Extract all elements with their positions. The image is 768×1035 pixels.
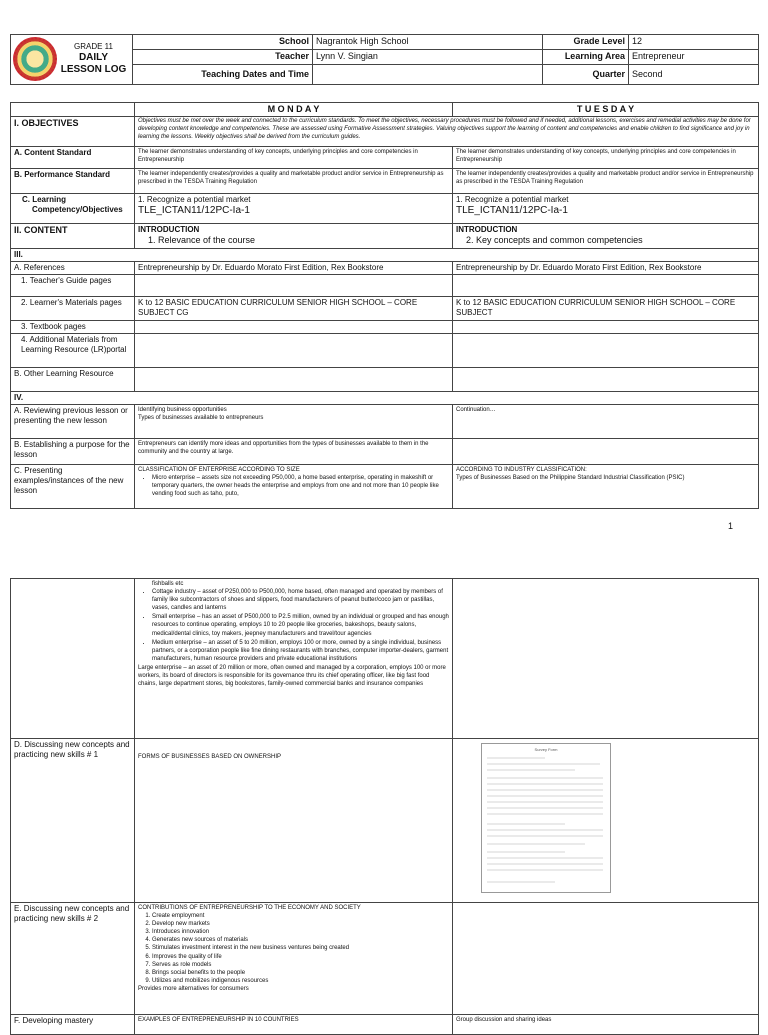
section-iii: III. — [11, 248, 759, 261]
discussing2-label: E. Discussing new concepts and practicing new skills # 2 — [11, 903, 135, 1015]
purpose-mon: Entrepreneurs can identify more ideas and opportunities from the types of businesses available to them in the community and the country at large. — [135, 438, 453, 464]
medium-enterprise-item: • Medium enterprise – an asset of 5 to 20 million, employs 100 or more, owned by a single individual, business partners, or a corporation people like fine dining restaurants with branches, computer importer-dealers, garment manufacturers, human resource providers and private educational institutions — [152, 639, 449, 663]
presenting-mon — [135, 464, 453, 508]
presenting-tue-line2: Types of Businesses Based on the Philippine Standard Industrial Classification (PSIC) — [456, 474, 685, 481]
contribution-item: 9. Utilizes and mobilizes indigenous resources — [152, 977, 449, 985]
competency-label — [11, 194, 135, 224]
presenting-mon-title: CLASSIFICATION OF ENTERPRISE ACCORDING TO SIZE — [138, 466, 300, 473]
header-block — [10, 34, 759, 85]
lm-pages-label: 2. Learner's Materials pages — [11, 296, 135, 320]
competency-mon — [135, 194, 453, 224]
lm-pages-tue: K to 12 BASIC EDUCATION CURRICULUM SENIOR HIGH SCHOOL – CORE SUBJECT — [453, 296, 759, 320]
lesson-table-page1 — [10, 102, 759, 509]
references-mon: Entrepreneurship by Dr. Eduardo Morato First Edition, Rex Bookstore — [135, 261, 453, 274]
contribution-item: 2. Develop new markets — [152, 920, 449, 928]
content-tue-title: INTRODUCTION — [456, 225, 518, 235]
reviewing-mon — [135, 404, 453, 438]
tg-pages-label: 1. Teacher's Guide pages — [11, 274, 135, 296]
contribution-item: 7. Serves as role models — [152, 961, 449, 969]
purpose-label: B. Establishing a purpose for the lesson — [11, 438, 135, 464]
content-mon-title: INTRODUCTION — [138, 225, 200, 235]
textbook-pages-label: 3. Textbook pages — [11, 320, 135, 333]
other-lr-mon — [135, 367, 453, 391]
quarter-value: Second — [629, 65, 759, 85]
lr-portal-mon — [135, 333, 453, 367]
contribution-item: 4. Generates new sources of materials — [152, 936, 449, 944]
competency-label-line1: C. Learning — [22, 195, 67, 205]
competency-tue-code: TLE_ICTAN11/12PC-Ia-1 — [456, 205, 568, 217]
tg-pages-tue — [453, 274, 759, 296]
competency-label-line2: Competency/Objectives — [32, 205, 123, 215]
content-mon-sub: 1. Relevance of the course — [148, 235, 256, 246]
mastery-tue: Group discussion and sharing ideas — [453, 1015, 759, 1035]
school-value: Nagrantok High School — [313, 35, 543, 50]
content-tue — [453, 224, 759, 248]
content-label: II. CONTENT — [11, 224, 135, 248]
continuation-line1: fishballs etc — [152, 581, 184, 587]
other-lr-label: B. Other Learning Resource — [11, 367, 135, 391]
competency-tue — [453, 194, 759, 224]
presenting-tue — [453, 464, 759, 508]
section-iv: IV. — [11, 391, 759, 404]
tuesday-header: T U E S D A Y — [453, 103, 759, 117]
contribution-last: Provides more alternatives for consumers — [138, 985, 249, 992]
school-logo-cell — [11, 35, 133, 85]
discussing1-tue — [453, 739, 759, 903]
mastery-label: F. Developing mastery — [11, 1015, 135, 1035]
other-lr-tue — [453, 367, 759, 391]
quarter-label: Quarter — [543, 65, 629, 85]
reviewing-tue: Continuation… — [453, 404, 759, 438]
contribution-item: 3. Introduces innovation — [152, 928, 449, 936]
continuation-label — [11, 579, 135, 739]
references-label: A. References — [11, 261, 135, 274]
daily-title: DAILY — [78, 51, 109, 63]
teacher-label: Teacher — [133, 50, 313, 65]
reviewing-label: A. Reviewing previous lesson or presenting the new lesson — [11, 404, 135, 438]
performance-standard-mon: The learner independently creates/provides a quality and marketable product and/or service in Entrepreneurship as prescribed in the TESDA Training Regulation — [135, 169, 453, 194]
content-tue-sub: 2. Key concepts and common competencies — [466, 235, 643, 246]
page-number: 1 — [728, 521, 734, 531]
performance-standard-tue: The learner independently creates/provides a quality and marketable product and/or service in Entrepreneurship as prescribed in the TESDA Training Regulation — [453, 169, 759, 194]
objectives-text: Objectives must be met over the week and connected to the curriculum standards. To meet the objectives, necessary procedures must be followed and if needed, additional lessons, exercises and remedial activities may be done for developing content knowledge and competencies. These are assessed using Formative Assessment strategies. Valuing objectives support the learning of content and competencies and enable children to find significance and joy in learning the lessons. Weekly objectives shall be derived from the curriculum guides. — [135, 117, 759, 147]
competency-tue-line1: 1. Recognize a potential market — [456, 195, 569, 205]
deped-seal-icon — [13, 37, 57, 81]
textbook-pages-tue — [453, 320, 759, 333]
tg-pages-mon — [135, 274, 453, 296]
lesson-table-page2 — [10, 578, 759, 1035]
small-enterprise-item: • Small enterprise – has an asset of P500,000 to P2.5 million, owned by an individual or grouped and has enough resources to continue operating, employs 10 to 20 people like groceries, bakeshops, beauty salons, medical/dental clinics, toy makers, jeepney manufacturers and travel/tour agencies — [152, 613, 449, 637]
contribution-item: 1. Create employment — [152, 912, 449, 920]
continuation-tue — [453, 579, 759, 739]
reviewing-mon-line2: Types of businesses available to entrepreneurs — [138, 414, 264, 421]
competency-mon-line1: 1. Recognize a potential market — [138, 195, 251, 205]
discussing1-mon: FORMS OF BUSINESSES BASED ON OWNERSHIP — [135, 739, 453, 903]
performance-standard-label: B. Performance Standard — [11, 169, 135, 194]
school-label: School — [133, 35, 313, 50]
presenting-tue-line1: ACCORDING TO INDUSTRY CLASSIFICATION: — [456, 466, 587, 473]
learning-area-value: Entrepreneur — [629, 50, 759, 65]
monday-header: M O N D A Y — [135, 103, 453, 117]
content-standard-label: A. Content Standard — [11, 147, 135, 169]
objectives-label: I. OBJECTIVES — [11, 117, 135, 147]
competency-mon-code: TLE_ICTAN11/12PC-Ia-1 — [138, 205, 250, 217]
contribution-item: 5. Stimulates investment interest in the new business ventures being created — [152, 944, 449, 952]
lm-pages-mon: K to 12 BASIC EDUCATION CURRICULUM SENIOR HIGH SCHOOL – CORE SUBJECT CG — [135, 296, 453, 320]
dates-value — [313, 65, 543, 85]
teacher-value: Lynn V. Singian — [313, 50, 543, 65]
lr-portal-label: 4. Additional Materials from Learning Resource (LR)portal — [11, 333, 135, 367]
survey-form-lines — [485, 752, 607, 890]
large-enterprise-text: Large enterprise – an asset of 20 million or more, often owned and managed by a corporation, employs 100 or more workers, its board of directors is responsible for its governance thru its chief operating officer, like big fast food chains, large department stores, big bookstores, family-owned commercial banks and insurance companies — [138, 664, 446, 688]
content-standard-tue: The learner demonstrates understanding of key concepts, underlying principles and core competencies in Entrepreneurship — [453, 147, 759, 169]
lesson-log-title: LESSON LOG — [60, 64, 127, 75]
learning-area-label: Learning Area — [543, 50, 629, 65]
discussing2-tue — [453, 903, 759, 1015]
discussing1-label: D. Discussing new concepts and practicing new skills # 1 — [11, 739, 135, 903]
continuation-mon — [135, 579, 453, 739]
reviewing-mon-line1: Identifying business opportunities — [138, 406, 227, 413]
grade-level-value: 12 — [629, 35, 759, 50]
presenting-label: C. Presenting examples/instances of the new lesson — [11, 464, 135, 508]
mastery-mon: EXAMPLES OF ENTREPRENEURSHIP IN 10 COUNTRIES — [135, 1015, 453, 1035]
grade-level-label: Grade Level — [543, 35, 629, 50]
content-mon — [135, 224, 453, 248]
blank-corner — [11, 103, 135, 117]
micro-enterprise-item: • Micro enterprise – assets size not exceeding P50,000, a home based enterprise, operating in makeshift or temporary quarters, the owner heads the enterprise and employs from one and not more than 10 people like vending food such as taho, puto, — [152, 474, 449, 498]
content-standard-mon: The learner demonstrates understanding of key concepts, underlying principles and core competencies in Entrepreneurship — [135, 147, 453, 169]
references-tue: Entrepreneurship by Dr. Eduardo Morato First Edition, Rex Bookstore — [453, 261, 759, 274]
dates-label: Teaching Dates and Time — [133, 65, 313, 85]
cottage-industry-item: • Cottage industry – asset of P250,000 to P500,000, home based, often managed and operated by members of family like subcontractors of shoes and slippers, food manufacturers of peanut butter/coco jam or pastillas, vases, candles and lanterns — [152, 588, 449, 612]
purpose-tue — [453, 438, 759, 464]
discussing2-mon — [135, 903, 453, 1015]
lr-portal-tue — [453, 333, 759, 367]
contribution-item: 6. Improves the quality of life — [152, 953, 449, 961]
textbook-pages-mon — [135, 320, 453, 333]
discussing2-title: CONTRIBUTIONS OF ENTREPRENEURSHIP TO THE ECONOMY AND SOCIETY — [138, 905, 361, 911]
grade-label: GRADE 11 — [74, 41, 113, 51]
survey-form-image — [481, 743, 611, 893]
survey-form-title: Survey Form — [534, 747, 558, 752]
contribution-item: 8. Brings social benefits to the people — [152, 969, 449, 977]
